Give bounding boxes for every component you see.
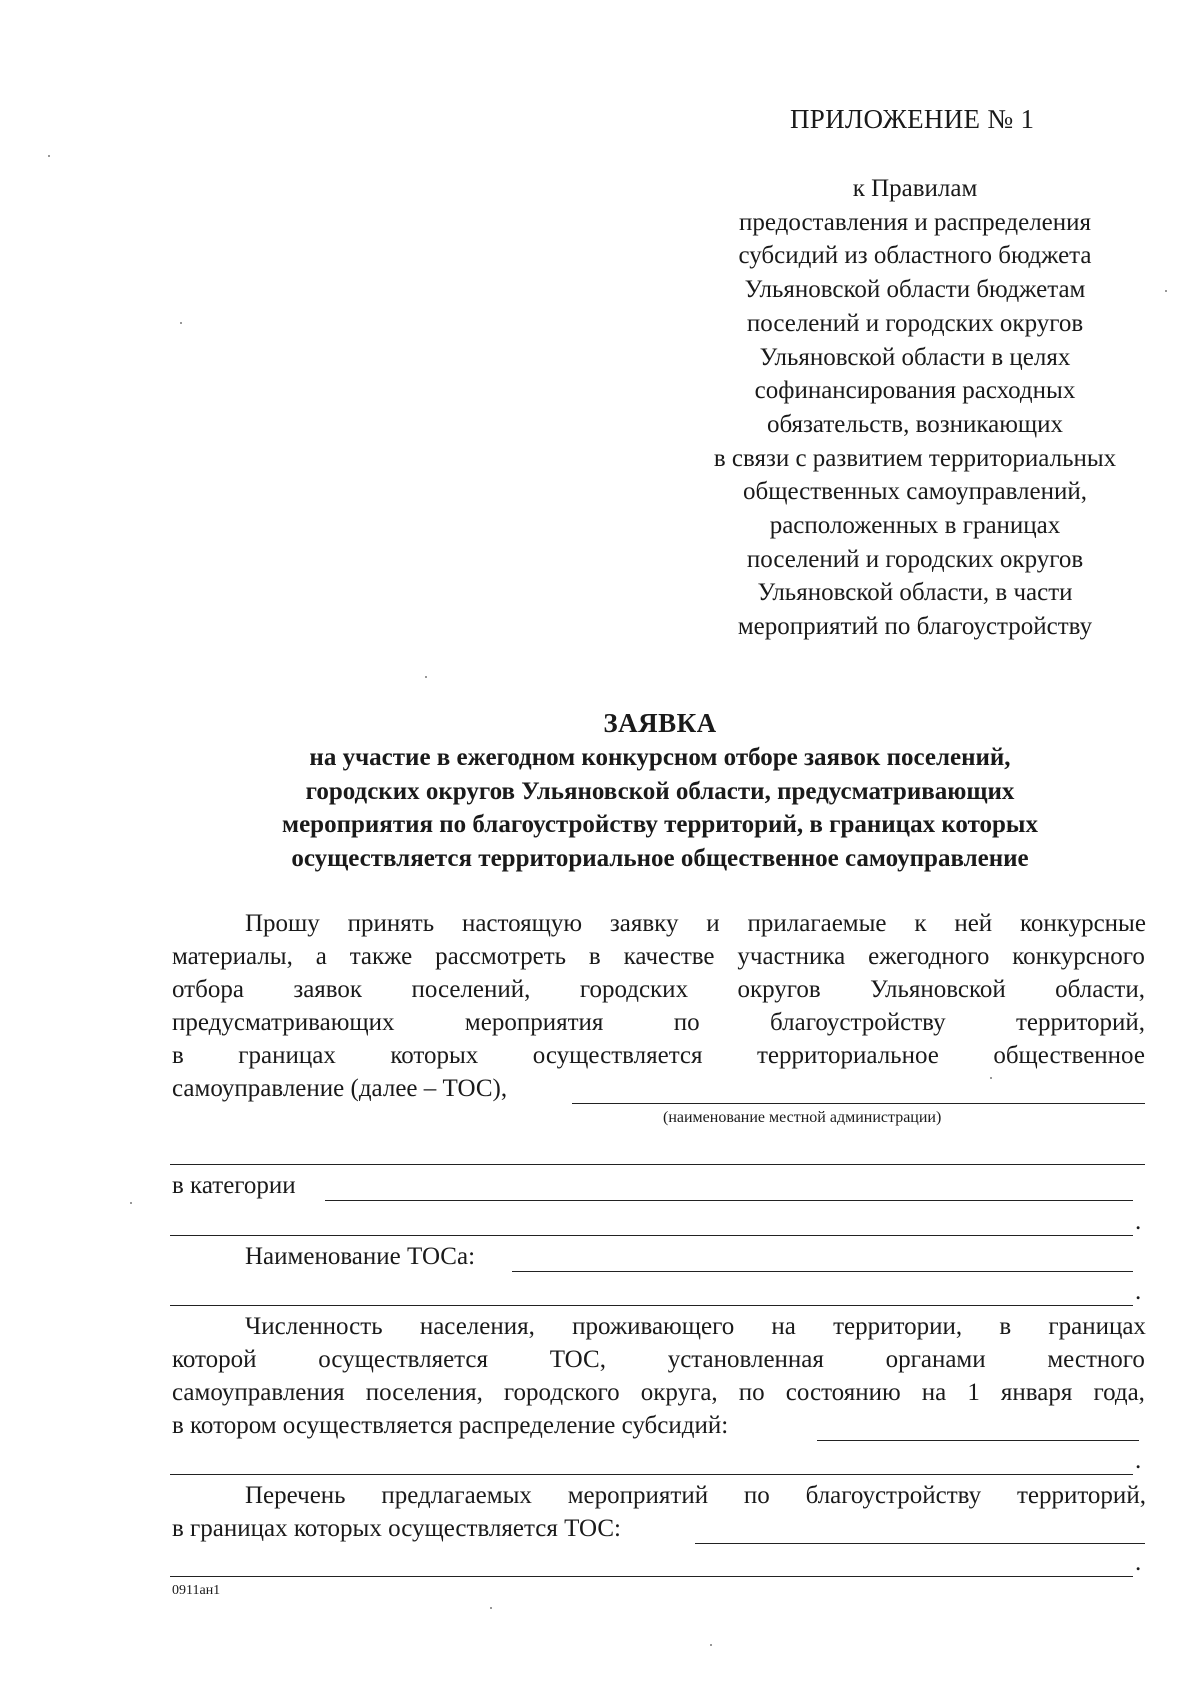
word: Перечень <box>245 1482 346 1509</box>
word: мероприятий <box>567 1482 709 1509</box>
word: поселения, <box>365 1379 483 1406</box>
word: по <box>673 1009 700 1036</box>
word: границах <box>238 1042 336 1069</box>
appendix-line: обязательств, возникающих <box>766 410 1064 438</box>
appendix-line: поселений и городских округов <box>746 309 1084 337</box>
word: года, <box>1093 1379 1145 1406</box>
admin-name-field-continued[interactable] <box>170 1164 1145 1165</box>
paragraph-line <box>172 1009 1145 1037</box>
appendix-line: расположенных в границах <box>769 512 1061 540</box>
paragraph-line <box>172 1379 1145 1407</box>
word: конкурсного <box>1012 943 1145 970</box>
appendix-line: софинансирования расходных <box>754 377 1076 405</box>
activities-field-continued[interactable] <box>170 1576 1133 1577</box>
appendix-line: общественных самоуправлений, <box>742 478 1088 506</box>
appendix-line: Ульяновской области бюджетам <box>744 276 1086 304</box>
paragraph-line <box>245 910 1146 938</box>
word: по <box>743 1482 770 1509</box>
period: . <box>1135 1208 1142 1235</box>
word: предлагаемых <box>381 1482 532 1509</box>
word: 1 <box>967 1379 980 1406</box>
word: в <box>172 1042 184 1069</box>
paragraph-line: в котором осуществляется распределение субсидий: <box>172 1412 729 1439</box>
word: материалы, <box>172 943 293 970</box>
period: . <box>1135 1447 1142 1474</box>
word: городских <box>579 976 689 1003</box>
category-field-continued[interactable] <box>170 1235 1133 1236</box>
paragraph-line: в границах которых осуществляется ТОС: <box>172 1515 621 1542</box>
word: территориальное <box>757 1042 939 1069</box>
word: области, <box>1055 976 1145 1003</box>
word: территорий, <box>1015 1009 1145 1036</box>
tos-name-field[interactable] <box>512 1271 1133 1272</box>
word: в <box>999 1313 1012 1340</box>
subtitle-line: осуществляется территориальное общественное самоуправление <box>291 844 1029 872</box>
word: ТОС, <box>549 1346 606 1373</box>
admin-name-caption: (наименование местной администрации) <box>663 1109 942 1126</box>
word: которых <box>390 1042 479 1069</box>
word: состоянию <box>785 1379 901 1406</box>
word: мероприятия <box>464 1009 604 1036</box>
word: принять <box>347 910 435 937</box>
word: настоящую <box>461 910 583 937</box>
word: прилагаемые <box>747 910 887 937</box>
subtitle-line: мероприятия по благоустройству территорий, в границах которых <box>282 811 1038 838</box>
subtitle-line: на участие в ежегодном конкурсном отборе заявок поселений, <box>309 744 1011 771</box>
admin-name-field[interactable] <box>572 1103 1145 1104</box>
word: городского <box>503 1379 620 1406</box>
paragraph-line <box>172 1346 1145 1374</box>
word: местного <box>1047 1346 1145 1373</box>
word: Ульяновской <box>870 976 1006 1003</box>
appendix-line: Ульяновской области, в части <box>757 579 1073 607</box>
population-field-continued[interactable] <box>170 1474 1133 1475</box>
word: осуществляется <box>318 1346 489 1373</box>
word: на <box>921 1379 947 1406</box>
scan-speck <box>180 322 182 324</box>
appendix-line: Ульяновской области в целях <box>759 343 1071 371</box>
word: округа, <box>640 1379 718 1406</box>
word: благоустройству <box>805 1482 982 1509</box>
word: округов <box>737 976 821 1003</box>
word: участника <box>737 943 846 970</box>
word: которой <box>172 1346 257 1373</box>
word: самоуправления <box>172 1379 345 1406</box>
appendix-title: ПРИЛОЖЕНИЕ № 1 <box>790 104 1035 134</box>
document-title: ЗАЯВКА <box>603 708 717 738</box>
scan-speck <box>48 155 50 157</box>
appendix-line: в связи с развитием территориальных <box>713 444 1117 472</box>
activities-field[interactable] <box>695 1543 1145 1544</box>
paragraph-line <box>245 1482 1146 1510</box>
subtitle-line: городских округов Ульяновской области, предусматривающих <box>305 777 1015 805</box>
period: . <box>1135 1549 1142 1576</box>
scan-speck <box>1165 290 1167 292</box>
word: Численность <box>245 1313 383 1340</box>
appendix-line: поселений и городских округов <box>746 545 1084 573</box>
word: установленная <box>667 1346 824 1373</box>
paragraph-line <box>245 1313 1146 1341</box>
population-field[interactable] <box>817 1440 1139 1441</box>
period: . <box>1135 1278 1142 1305</box>
scan-speck <box>710 1644 712 1646</box>
word: а <box>315 943 327 970</box>
word: качестве <box>623 943 715 970</box>
appendix-line: предоставления и распределения <box>738 208 1092 236</box>
word: ежегодного <box>868 943 990 970</box>
word: отбора <box>172 976 244 1003</box>
tos-name-label: Наименование ТОСа: <box>245 1243 476 1270</box>
footer-code: 0911ан1 <box>172 1583 221 1598</box>
word: населения, <box>419 1313 535 1340</box>
word: конкурсные <box>1020 910 1146 937</box>
category-label: в категории <box>172 1172 296 1199</box>
category-field[interactable] <box>325 1200 1133 1201</box>
word: территории, <box>833 1313 963 1340</box>
document-subtitle <box>165 741 1155 875</box>
scan-speck <box>990 1077 992 1079</box>
appendix-line: субсидий из областного бюджета <box>738 242 1092 270</box>
word: и <box>706 910 720 937</box>
word: в <box>588 943 601 970</box>
word: января <box>1000 1379 1073 1406</box>
word: границах <box>1048 1313 1146 1340</box>
tos-name-field-continued[interactable] <box>170 1305 1133 1306</box>
appendix-subtitle <box>680 172 1150 644</box>
word: общественное <box>993 1042 1145 1069</box>
word: также <box>349 943 413 970</box>
word: ней <box>954 910 993 937</box>
paragraph-line <box>172 943 1145 971</box>
document-heading <box>165 705 1155 875</box>
word: поселений, <box>411 976 531 1003</box>
word: благоустройству <box>770 1009 946 1036</box>
word: заявку <box>609 910 679 937</box>
paragraph-line <box>172 976 1145 1004</box>
word: территорий, <box>1016 1482 1146 1509</box>
appendix-line: к Правилам <box>852 175 978 202</box>
scan-speck <box>130 1202 132 1204</box>
word: органами <box>885 1346 986 1373</box>
word: заявок <box>293 976 363 1003</box>
word: на <box>771 1313 796 1340</box>
scan-speck <box>490 1607 492 1609</box>
word: к <box>914 910 927 937</box>
appendix-line: мероприятий по благоустройству <box>737 613 1093 641</box>
paragraph-line <box>172 1042 1145 1070</box>
word: по <box>738 1379 765 1406</box>
word: проживающего <box>572 1313 735 1340</box>
word: предусматривающих <box>172 1009 395 1036</box>
scan-speck <box>425 676 427 678</box>
word: осуществляется <box>532 1042 703 1069</box>
paragraph-line: самоуправление (далее – ТОС), <box>172 1075 508 1102</box>
word: рассмотреть <box>435 943 567 970</box>
word: Прошу <box>245 910 320 937</box>
